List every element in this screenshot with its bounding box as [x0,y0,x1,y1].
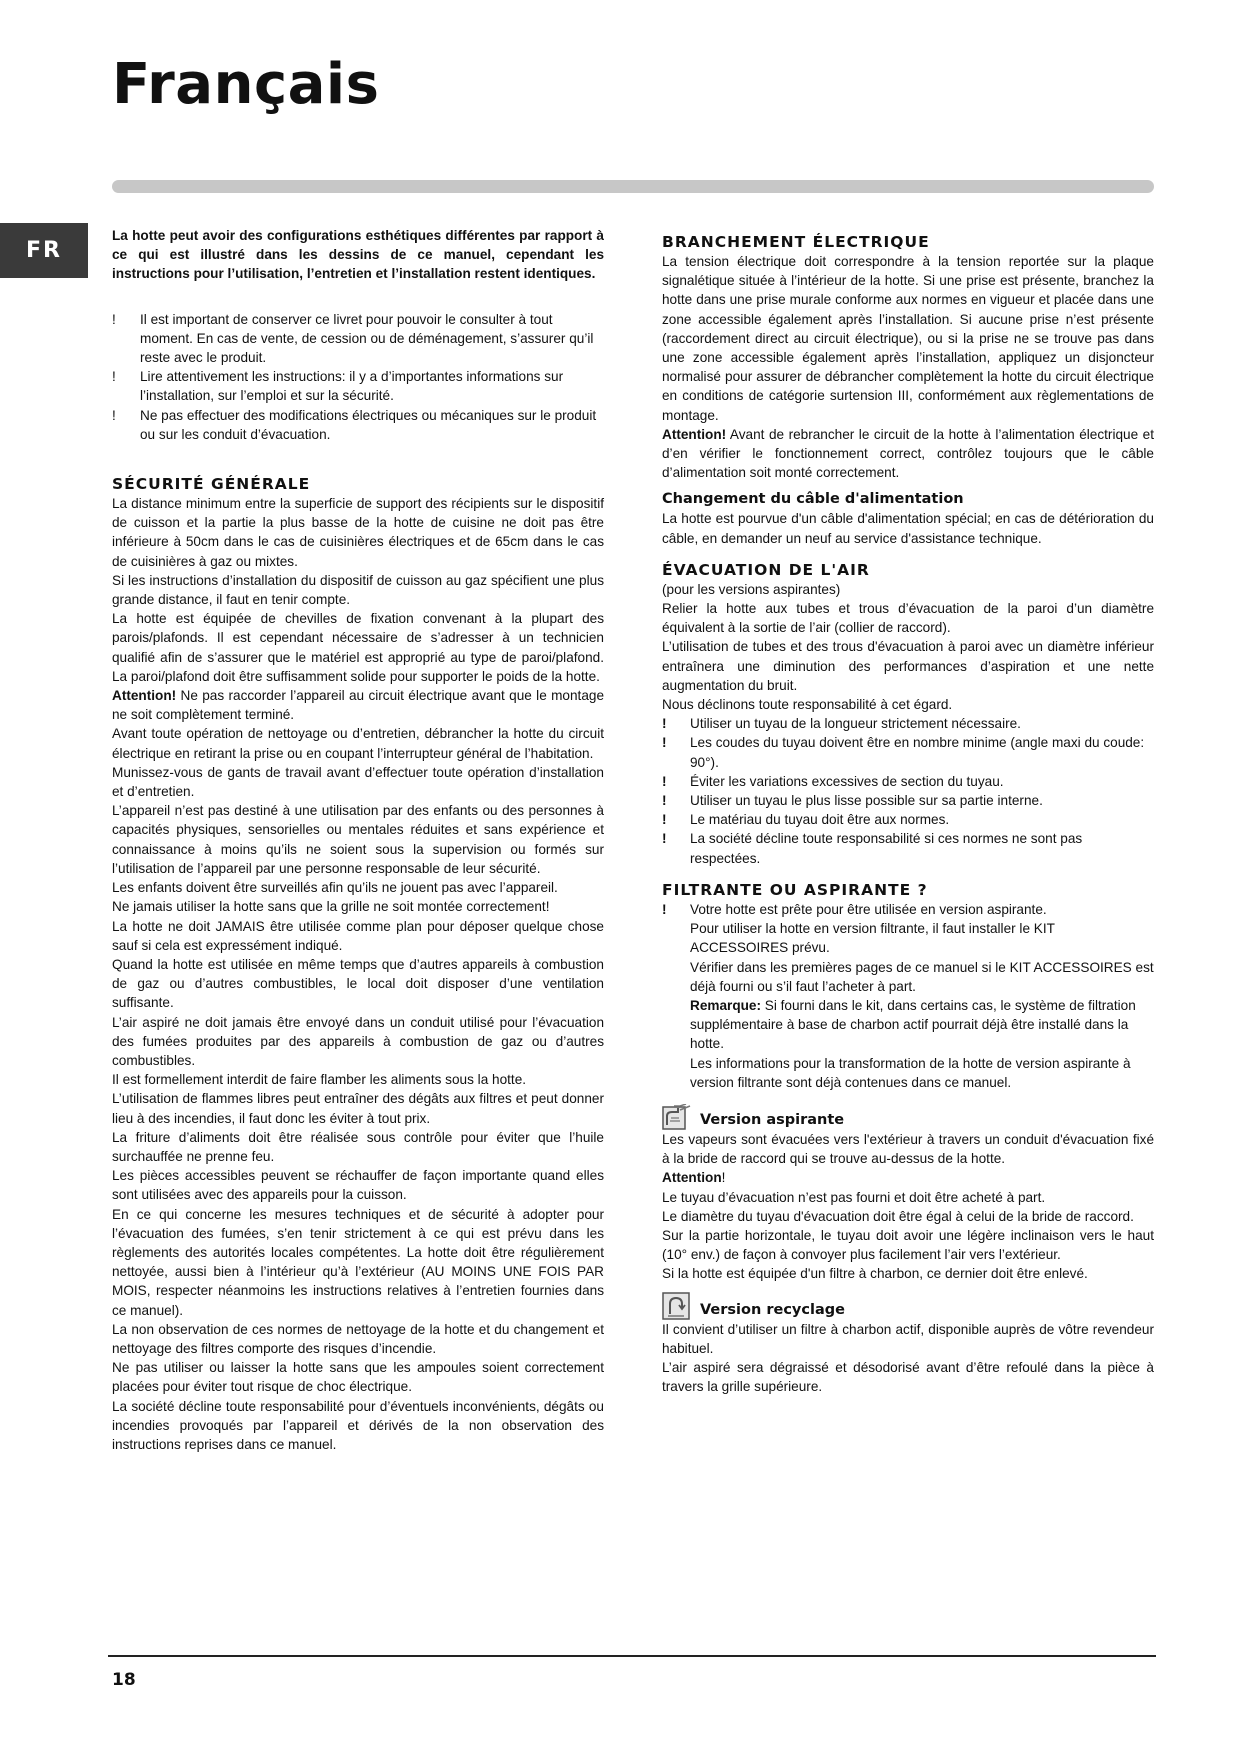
warning-text: Lire attentivement les instructions: il y a d’importantes informations sur l’installation, sur l’emploi et sur la sécurité. [140,369,564,404]
list-item [662,791,1154,810]
intro-text: La hotte peut avoir des configurations esthétiques différentes par rapport à ce qui est illustré dans les dessins de ce manuel, cependant les instructions pour l’utilisation, l’entretien et l’installation restent identiques. [112,228,604,282]
section-title-filtrante: FILTRANTE OU ASPIRANTE ? [662,880,928,899]
warning-mark: ! [112,369,116,385]
list-item-text: Utiliser un tuyau le plus lisse possible sur sa partie interne. [690,793,1043,809]
list-item [662,772,1154,791]
list-item-text: Le matériau du tuyau doit être aux normes. [690,812,950,828]
language-tab: FR [0,223,88,278]
right-column [662,232,1154,1396]
warning-mark: ! [662,716,667,732]
list-item-text: Utiliser un tuyau de la longueur strictement nécessaire. [690,716,1021,732]
extraction-hood-icon [662,1104,692,1130]
subsection-title-aspirante: Version aspirante [700,1111,845,1128]
warning-mark: ! [662,793,667,809]
paragraph: La distance minimum entre la superficie de support des récipients sur le dispositif de cuisson et la partie la plus basse de la hotte de cuisine ne doit pas être inférieure à 50cm dans le cas de cuisinières électriques et de 65cm dans le cas de cuisinières à gaz ou mixtes. [112,496,604,569]
attention-label: Attention [662,1170,722,1186]
subsection-title-cable: Changement du câble d'alimentation [662,491,964,508]
paragraph: (pour les versions aspirantes) [662,581,841,597]
paragraph: Sur la partie horizontale, le tuyau doit avoir une légère inclinaison vers le haut (10° env.) de façon à convoyer plus facilement l’air vers l’extérieur. [662,1227,1154,1263]
list-item [662,733,1154,771]
list-item-text: Éviter les variations excessives de section du tuyau. [690,773,1004,789]
list-item [662,829,1154,867]
paragraph: Quand la hotte est utilisée en même temps que d’autres appareils à combustion de gaz ou d’autres combustibles, le local doit disposer d’une ventilation suffisante. [112,956,604,1011]
left-column [112,226,604,1454]
warning-text: Il est important de conserver ce livret pour pouvoir le consulter à tout moment. En cas de vente, de cession ou de déménagement, s’assurer qu’il reste avec le produit. [140,311,594,366]
warning-item [112,310,604,368]
evacuation-list [662,714,1154,868]
list-item [662,714,1154,733]
warning-item [112,367,604,405]
paragraph [662,425,1154,483]
warning-text: Ne pas effectuer des modifications électriques ou mécaniques sur le produit ou sur les conduit d’évacuation. [140,407,597,442]
list-item-text: La société décline toute responsabilité si ces normes ne sont pas respectées. [690,831,1083,866]
paragraph: L’air aspiré sera dégraissé et désodorisé avant d’être refoulé dans la pièce à travers la grille supérieure. [662,1359,1154,1395]
list-item-text: Les coudes du tuyau doivent être en nombre minime (angle maxi du coude: 90°). [690,735,1145,770]
list-item [662,810,1154,829]
paragraph: L’utilisation de flammes libres peut entraîner des dégâts aux filtres et peut donner lieu à des incendies, il faut donc les éviter à tout prix. [112,1091,604,1126]
footer-divider [108,1655,1156,1657]
paragraph: Les vapeurs sont évacuées vers l'extérieur à travers un conduit d'évacuation fixé à la bride de raccord qui se trouve au-dessus de la hotte. [662,1131,1154,1167]
paragraph-text: Ne pas raccorder l’appareil au circuit électrique avant que le montage ne soit complètement terminé. [112,688,604,723]
section-title-securite: SÉCURITÉ GÉNÉRALE [112,475,311,494]
paragraph-text: Si fourni dans le kit, dans certains cas, le système de filtration supplémentaire à base de charbon actif pourrait déjà être installé dans la hotte. [690,997,1136,1052]
remarque-label: Remarque: [690,997,762,1013]
warning-mark: ! [662,735,667,751]
paragraph: La friture d’aliments doit être réalisée sous contrôle pour éviter que l’huile surchauffée ne prenne feu. [112,1129,604,1164]
subsection-header-aspirante [662,1104,1154,1130]
subsection-title-recyclage: Version recyclage [700,1301,845,1318]
paragraph: L’utilisation de tubes et des trous d'évacuation à paroi avec un diamètre inférieur entraînera une diminution des performances d’aspiration et une nette augmentation du bruit. [662,639,1154,693]
paragraph: La hotte est équipée de chevilles de fixation convenant à la plupart des parois/plafonds. Il est cependant nécessaire de s’adresser à un technicien qualifié afin de s’assurer que le matériel est approprié au type de paroi/plafond. La paroi/plafond doit être suffisamment solide pour supporter le poids de la hotte. [112,611,604,684]
paragraph: En ce qui concerne les mesures techniques et de sécurité à adopter pour l’évacuation des fumées, s’en tenir strictement à ce qui est prévu dans les règlements des autorités locales compétentes. La hotte doit être régulièrement nettoyée, aussi bien à l’intérieur qu’à l’extérieur (AU MOINS UNE FOIS PAR MOIS, respecter néanmoins les instructions relatives à l’entretien fournies dans ce manuel). [112,1206,604,1318]
subsection-header-recyclage [662,1292,1154,1320]
paragraph: La hotte est pourvue d'un câble d'alimentation spécial; en cas de détérioration du câble, en demander un neuf au service d'assistance technique. [662,511,1154,546]
attention-label: Attention! [112,688,177,704]
page-number: 18 [112,1670,136,1690]
warning-list [112,310,604,444]
paragraph: Ne pas utiliser ou laisser la hotte sans que les ampoules soient correctement placées pour éviter tout risque de choc électrique. [112,1360,604,1395]
warning-mark: ! [662,831,667,847]
paragraph: Les pièces accessibles peuvent se réchauffer de façon importante quand elles sont utilisées avec des appareils pour la cuisson. [112,1168,604,1203]
paragraph: Les enfants doivent être surveillés afin qu’ils ne jouent pas avec l’appareil. [112,880,558,896]
page-title: Français [112,52,380,117]
paragraph: Relier la hotte aux tubes et trous d’évacuation de la paroi d’un diamètre équivalent à la sortie de l’air (collier de raccord). [662,601,1154,636]
warning-item [112,406,604,444]
paragraph: Si les instructions d’installation du dispositif de cuisson au gaz spécifient une plus grande distance, il faut en tenir compte. [112,572,604,608]
warning-mark: ! [662,901,667,917]
paragraph: La société décline toute responsabilité pour d’éventuels inconvénients, dégâts ou incendies provoqués par l’appareil et dérivés de la non observation des instructions reprises dans ce manuel. [112,1398,604,1452]
paragraph: Vérifier dans les premières pages de ce manuel si le KIT ACCESSOIRES est déjà fourni ou s’il faut l’acheter à part. [690,959,1154,994]
paragraph [662,1168,1154,1187]
paragraph: La hotte ne doit JAMAIS être utilisée comme plan pour déposer quelque chose sauf si cela est expressément indiqué. [112,918,604,953]
paragraph: Le diamètre du tuyau d'évacuation doit être égal à celui de la bride de raccord. [662,1208,1134,1224]
paragraph [662,996,1154,1054]
paragraph-text: Votre hotte est prête pour être utilisée en version aspirante. [690,901,1047,917]
paragraph: Pour utiliser la hotte en version filtrante, il faut installer le KIT ACCESSOIRES prévu. [690,921,1055,956]
warning-mark: ! [112,407,116,423]
paragraph: Avant toute opération de nettoyage ou d’entretien, débrancher la hotte du circuit électrique en retirant la prise ou en coupant l’interrupteur général de l’habitation. [112,726,604,761]
attention-label: Attention! [662,426,727,442]
paragraph: La tension électrique doit correspondre à la tension reportée sur la plaque signalétique située à l’intérieur de la hotte. Si une prise est présente, branchez la hotte dans une prise murale conforme aux normes en vigueur et placée dans une zone accessible également après l’installation. Si aucune prise n’est présente (raccordement direct au circuit électrique), ou si la prise ne se trouve pas dans une zone accessible également après l’installation, appliquez un disjoncteur normalisé pour assurer de débrancher complètement la hotte du circuit électrique en conditions de catégorie surtension III, conformément aux règlementations de montage. [662,254,1154,423]
recycling-hood-icon [662,1292,692,1320]
filtrante-item [662,900,1154,919]
paragraph: Si la hotte est équipée d'un filtre à charbon, ce dernier doit être enlevé. [662,1266,1088,1282]
warning-mark: ! [662,773,667,789]
paragraph: Ne jamais utiliser la hotte sans que la grille ne soit montée correctement! [112,899,550,915]
paragraph: L’appareil n’est pas destiné à une utilisation par des enfants ou des personnes à capacités physiques, sensorielles ou mentales réduites et sans expérience et connaissance à moins qu’ils ne soient sous la supervision ou formés sur l’utilisation de l’appareil par une personne responsable de leur sécurité. [112,803,604,876]
warning-mark: ! [112,311,116,327]
paragraph: Nous déclinons toute responsabilité à cet égard. [662,697,953,713]
header-divider [112,180,1154,193]
paragraph: Il convient d’utiliser un filtre à charbon actif, disponible auprès de vôtre revendeur habituel. [662,1321,1154,1356]
warning-mark: ! [662,812,667,828]
paragraph: Munissez-vous de gants de travail avant d’effectuer toute opération d’installation et d’entretien. [112,764,604,800]
paragraph: Les informations pour la transformation de la hotte de version aspirante à version filtrante sont déjà contenues dans ce manuel. [690,1055,1131,1090]
attention-mark: ! [721,1170,726,1186]
paragraph-text: Avant de rebrancher le circuit de la hotte à l’alimentation électrique et d’en vérifier le fonctionnement correct, contrôlez toujours que le câble d’alimentation soit monté correctement. [662,426,1154,481]
paragraph: Il est formellement interdit de faire flamber les aliments sous la hotte. [112,1072,527,1088]
section-title-evacuation: ÉVACUATION DE L'AIR [662,560,870,579]
paragraph [112,686,604,724]
paragraph: La non observation de ces normes de nettoyage de la hotte et du changement et nettoyage des filtres comporte des risques d’incendie. [112,1321,604,1356]
paragraph: Le tuyau d’évacuation n’est pas fourni et doit être acheté à part. [662,1189,1046,1205]
section-title-branchement: BRANCHEMENT ÉLECTRIQUE [662,233,930,251]
paragraph: L’air aspiré ne doit jamais être envoyé dans un conduit utilisé pour l’évacuation des fumées produites par des appareils à combustion de gaz ou d’autres combustibles. [112,1014,604,1068]
